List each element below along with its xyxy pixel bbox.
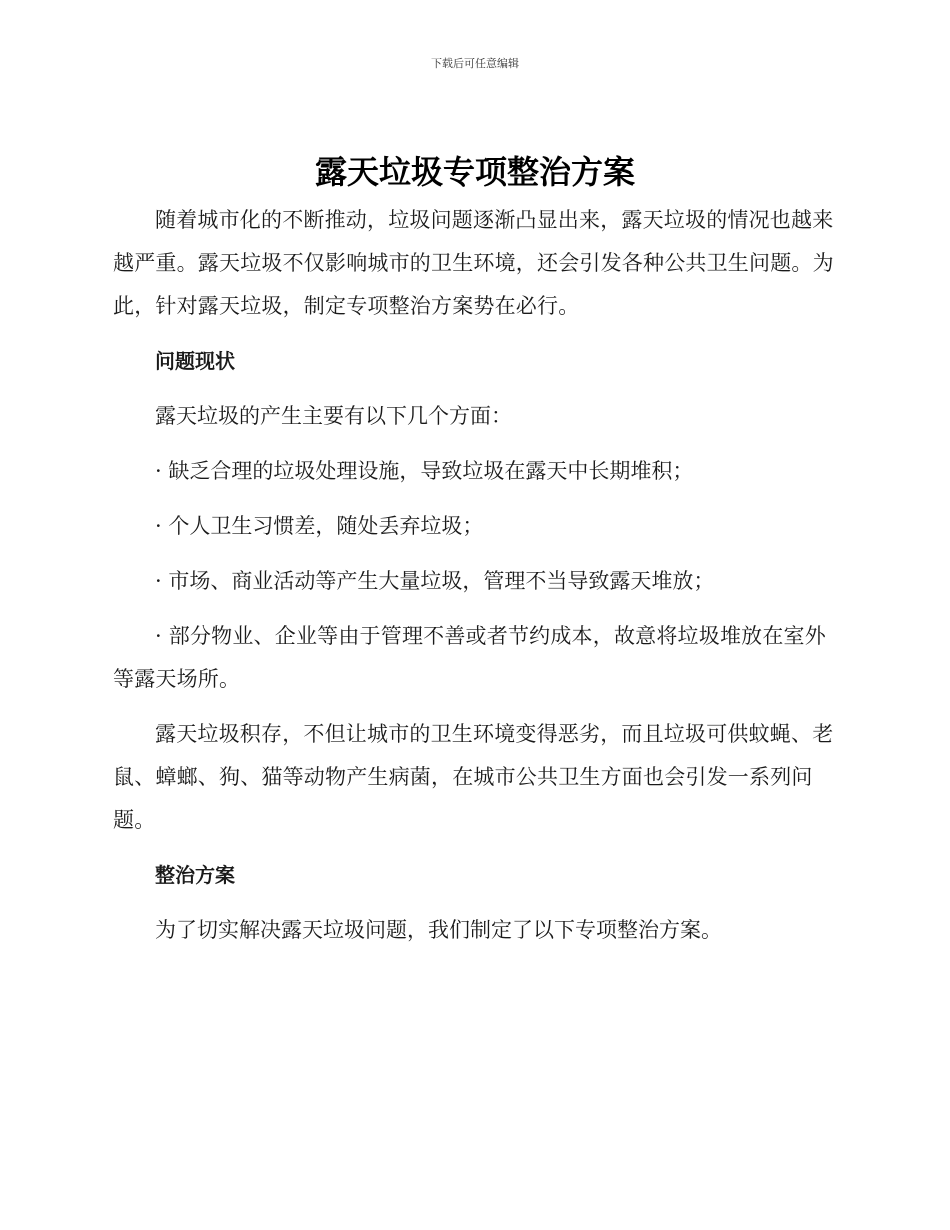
intro-paragraph: 随着城市化的不断推动，垃圾问题逐渐凸显出来，露天垃圾的情况也越来越严重。露天垃圾不仅影响城市的卫生环境，还会引发各种公共卫生问题。为此，针对露天垃圾，制定专项整治方案势在必行。 [113, 208, 834, 318]
bullet-item: · 部分物业、企业等由于管理不善或者节约成本，故意将垃圾堆放在室外等露天场所。 [113, 624, 826, 691]
consequence-paragraph: 露天垃圾积存，不但让城市的卫生环境变得恶劣，而且垃圾可供蚊蝇、老鼠、蟑螂、狗、猫等动物产生病菌，在城市公共卫生方面也会引发一系列问题。 [113, 722, 834, 832]
bullet-item: · 市场、商业活动等产生大量垃圾，管理不当导致露天堆放； [155, 569, 715, 593]
document-body [113, 199, 837, 952]
plan-lead-paragraph: 为了切实解决露天垃圾问题，我们制定了以下专项整治方案。 [155, 918, 722, 942]
page-header-note: 下载后可任意编辑 [431, 57, 519, 70]
section-heading-status: 问题现状 [155, 349, 235, 373]
bullet-item: · 缺乏合理的垃圾处理设施，导致垃圾在露天中长期堆积； [155, 459, 694, 483]
status-lead-paragraph: 露天垃圾的产生主要有以下几个方面： [155, 404, 512, 428]
document-title: 露天垃圾专项整治方案 [314, 153, 635, 191]
bullet-item: · 个人卫生习惯差，随处丢弃垃圾； [155, 514, 484, 538]
section-heading-plan: 整治方案 [155, 863, 235, 887]
